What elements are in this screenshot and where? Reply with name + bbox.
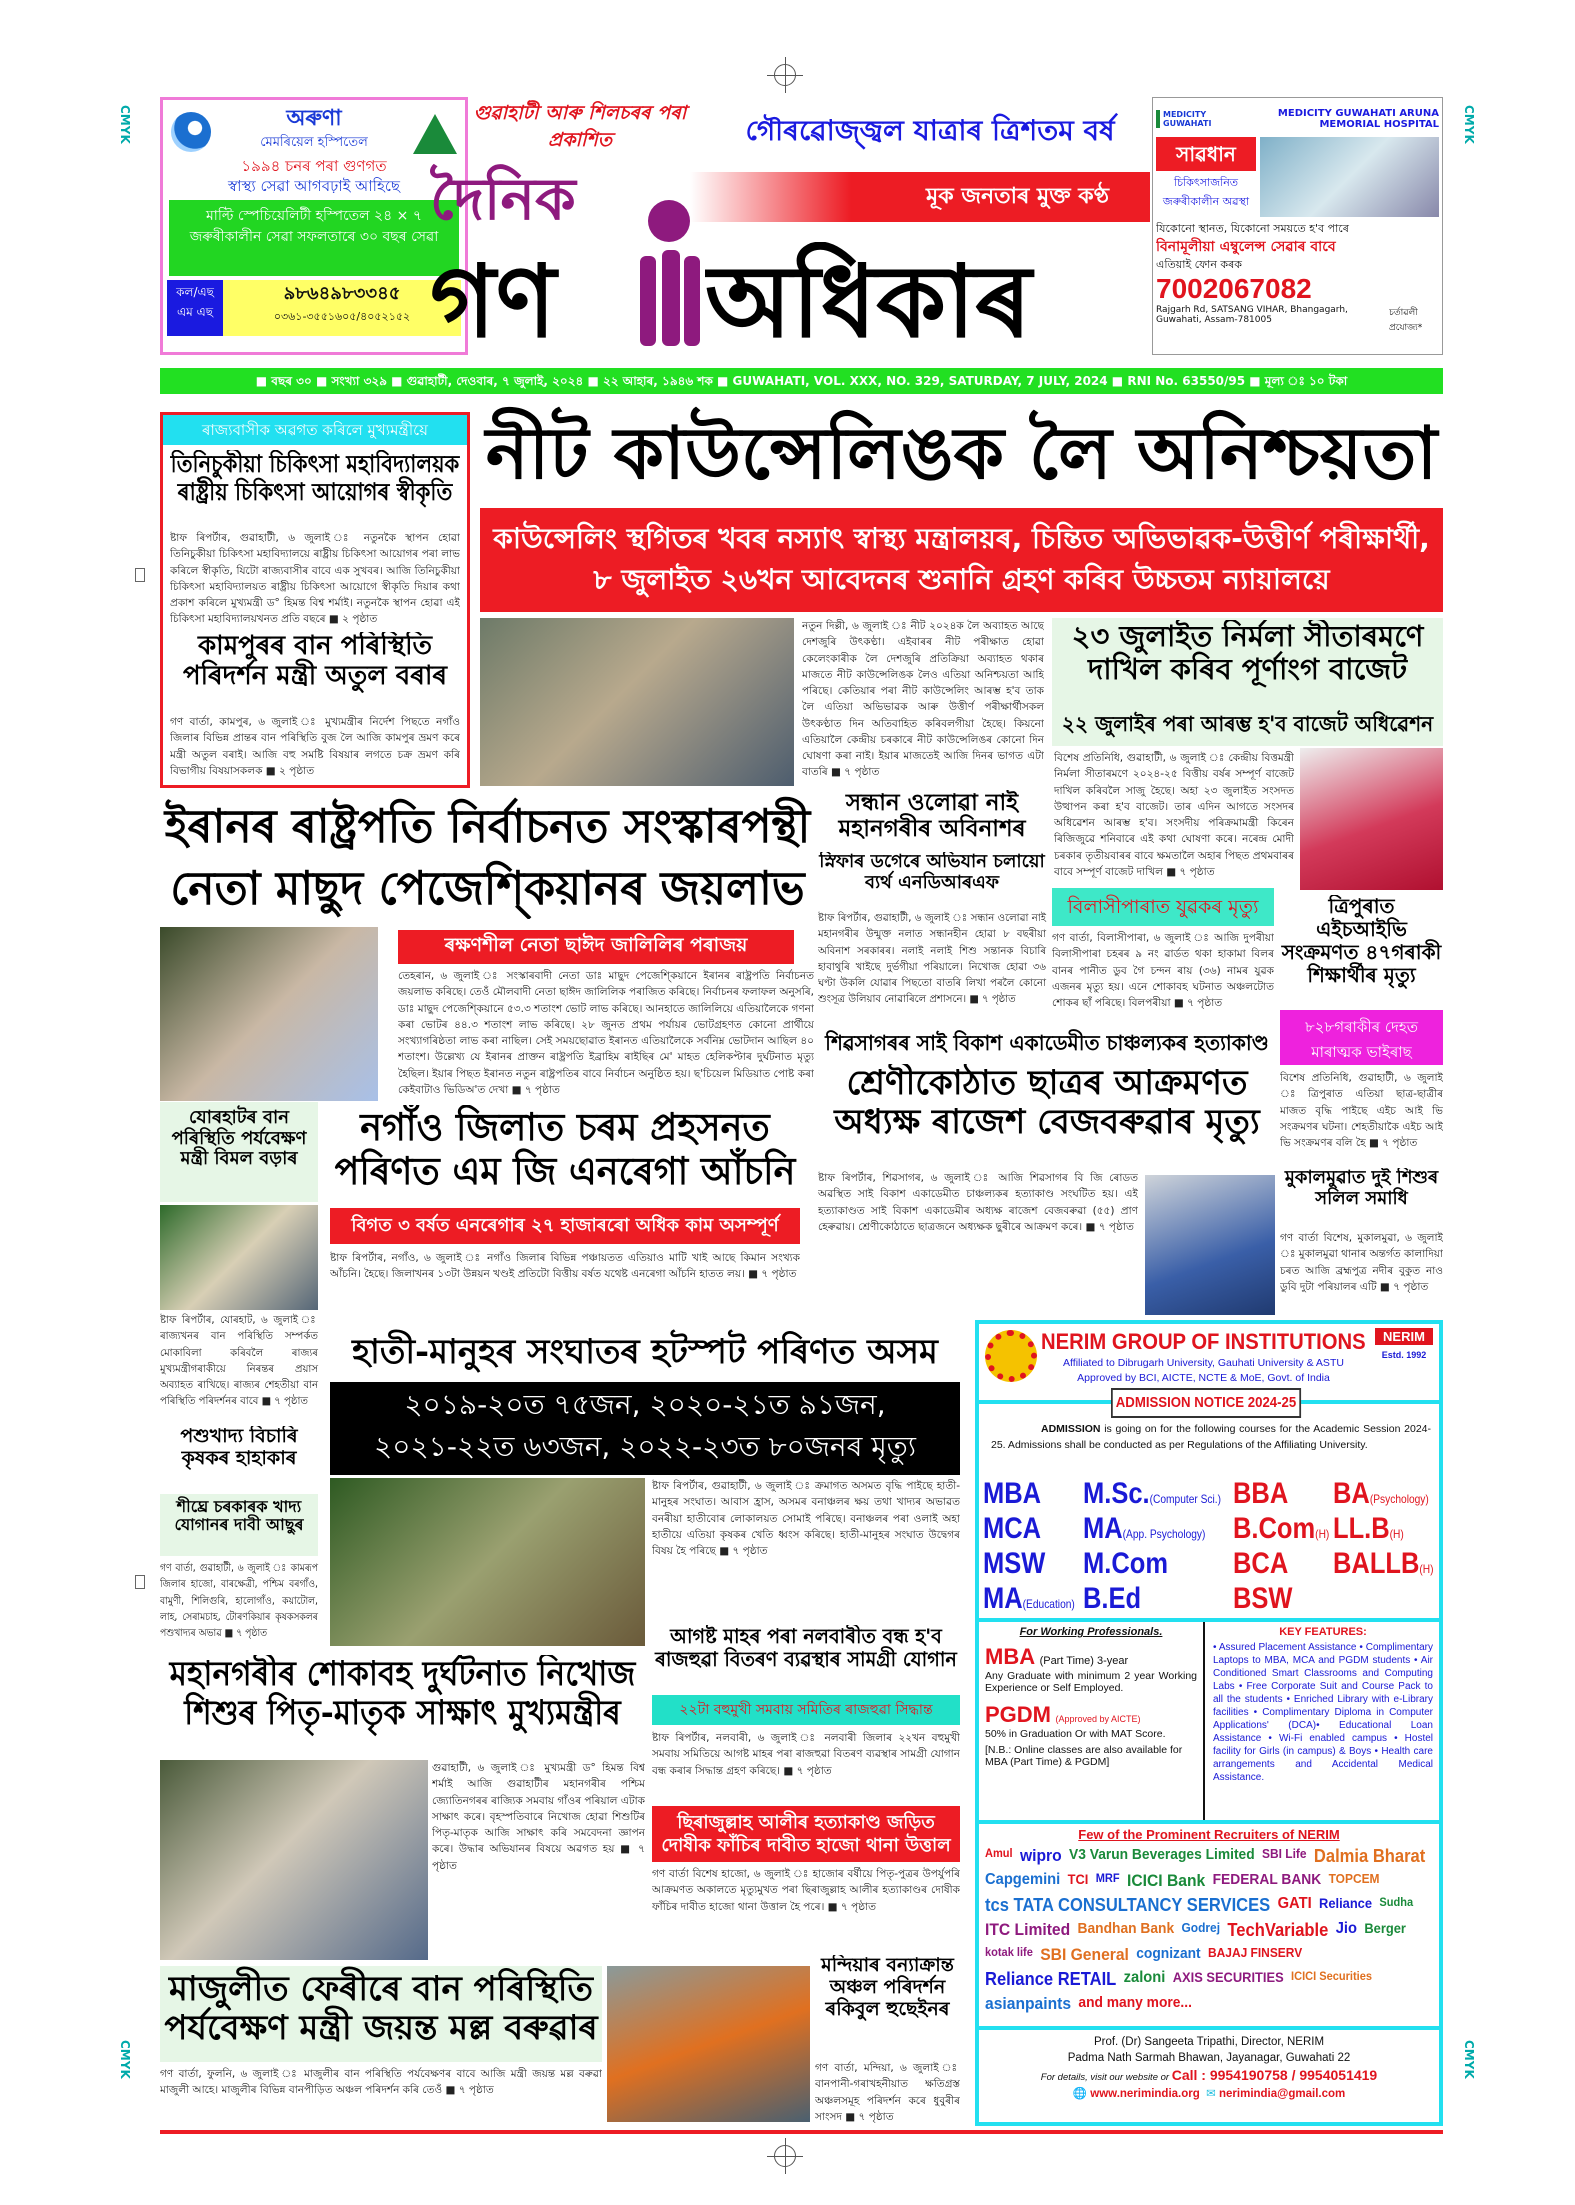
aruna-landline: ০৩৬১-৩৫৫১৬০৫/৪০৫২১৫২ <box>273 310 411 323</box>
recruiter-logo: SBI Life <box>1262 1846 1307 1861</box>
fodder-body: গণ বাৰ্তা, গুৱাহাটী, ৬ জুলাই ঃ কামৰূপ জিলাৰ হাজো, বাৰক্ষেত্ৰী, পশ্চিম বৰগাঁও, বামুণী, শিলিগুৰি, হালোগাঁও, কয়াটোল, লাহ, সেৰামচাহ, টোৰণকিয়াৰ কৃষকসকলৰ পশুখাদ্যৰ অভাৱ ■ ৭ পৃষ্ঠাত <box>160 1562 318 1640</box>
ad-line2: বিনামূলীয়া এম্বুলেন্স সেৱাৰ বাবে <box>1156 239 1336 255</box>
details-text: For details, visit our website or <box>1040 2072 1172 2084</box>
aruna-line2: স্বাস্থ্য সেৱা আগবঢ়াই আহিছে <box>228 177 400 195</box>
crop-mark <box>135 1575 145 1589</box>
tagline: মূক জনতাৰ মুক্ত কণ্ঠ <box>926 184 1109 209</box>
tinsukia-body: ষ্টাফ ৰিপৰ্টাৰ, গুৱাহাটী, ৬ জুলাই ঃ নতুনকৈ স্থাপন হোৱা তিনিচুকীয়া চিকিৎসা মহাবিদ্যালয়ে ৰাষ্ট্ৰীয় চিকিৎসা আয়োগৰ পৰা লাভ কৰিলে স্বীকৃতি, যিটো ৰাজ্যবাসীৰ বাবে এক সুখবৰ। আজি তিনিচুকীয়া চিকিৎসা মহাবিদ্যালয়ত ৰাষ্ট্ৰীয় চিকিৎসা আয়োগে স্বীকৃতি দিয়াৰ কথা প্ৰকাশ কৰিলে মুখ্যমন্ত্ৰী ড° হিমন্ত বিশ্ব শৰ্মাই। নতুনকৈ স্থাপন হোৱা এই চিকিৎসা মহাবিদ্যালয়খনত প্ৰতি বছৰে ■ ২ পৃষ্ঠাত <box>170 532 460 626</box>
course-note: (App. Psychology) <box>1122 1527 1206 1541</box>
recruiter-logos <box>985 1846 1433 2022</box>
ad-line3: এতিয়াই ফোন কৰক <box>1156 258 1242 271</box>
course-name: BCA <box>1233 1547 1289 1580</box>
course-item <box>1333 1546 1434 1581</box>
mail-icon: ✉ <box>1206 2087 1216 2100</box>
recruiter-logo: ICICI Bank <box>1127 1871 1206 1890</box>
course-item <box>1233 1546 1318 1581</box>
course-item <box>1233 1581 1318 1616</box>
nerim-ad <box>975 1320 1443 2126</box>
aruna-phone: ৯৮৬৪৯৮৩৩৪৫ <box>283 283 401 304</box>
course-note: (H) <box>1315 1527 1330 1541</box>
nerim-contact <box>979 2034 1439 2120</box>
cmyk-mark-right: CMYK <box>1462 105 1476 144</box>
sitharaman-photo <box>1300 748 1443 890</box>
nerim-emblem-icon <box>985 1330 1037 1382</box>
mba-part-time-note: (Part Time) 3-year <box>1039 1655 1129 1667</box>
course-item <box>983 1511 1068 1546</box>
aruna-contact <box>167 280 461 336</box>
terms-note: চৰ্তাৱলী প্ৰযোজ্য* <box>1389 308 1423 333</box>
mukalmua-headline: মুকালমুৱাত দুই শিশুৰ সলিল সমাধি <box>1284 1168 1439 1209</box>
iran-headline: ইৰানৰ ৰাষ্ট্ৰপতি নিৰ্বাচনত সংস্কাৰপন্থী নেতা মাছুদ পেজেশ্কিয়ানৰ জয়লাভ <box>164 799 811 915</box>
fodder-headline: পশুখাদ্য বিচাৰি কৃষকৰ হাহাকাৰ <box>180 1426 298 1469</box>
recruiter-logo: Reliance RETAIL <box>985 1969 1117 1989</box>
course-name: BSW <box>1233 1582 1293 1615</box>
bottom-rule <box>160 2130 1443 2134</box>
medicity-logo: MEDICITY GUWAHATI <box>1156 110 1226 128</box>
neet-headline: নীট কাউন্সেলিঙক লৈ অনিশ্চয়তা <box>485 410 1438 495</box>
published-from: গুৱাহাটী আৰু শিলচৰৰ পৰা প্ৰকাশিত <box>473 102 687 151</box>
recruiter-logo: Capgemini <box>985 1871 1061 1888</box>
recruiter-logo: and many more... <box>1078 1994 1192 2011</box>
recruiter-logo: ITC Limited <box>985 1920 1071 1939</box>
course-item <box>983 1546 1068 1581</box>
nerim-title: NERIM GROUP OF INSTITUTIONS <box>1041 1329 1366 1354</box>
medicity-hospital: MEDICITY GUWAHATI ARUNA MEMORIAL HOSPITAL <box>1277 108 1439 130</box>
elephant-headline: হাতী-মানুহৰ সংঘাতৰ হটস্পট পৰিণত অসম <box>352 1332 938 1372</box>
iran-body: তেহৰান, ৬ জুলাই ঃ সংস্কাৰবাদী নেতা ডাঃ মাছুদ পেজেশ্কিয়ানে ইৰানৰ ৰাষ্ট্ৰপতি নিৰ্বাচনত জয়লাভ কৰিছে। তেওঁ মৌলবাদী নেতা ছাঈদ জালিলিক পৰাজিত কৰিছে। নিৰ্বাচনৰ ফলাফল অনুসৰি, ডাঃ মাছুদ পেজেশ্কিয়ানে ৫৩.৩ শতাংশ ভোট লাভ কৰিছে। আনহাতে জালিলিয়ে এতিয়ালৈকে গণনা কৰা ভোটৰ ৪৪.৩ শতাংশ লাভ কৰিছে। ২৮ জুনত প্ৰথম পৰ্যায়ৰ ভোটগ্ৰহণত কোনো প্ৰাৰ্থীয়ে সংখ্যাগৰিষ্ঠতা লাভ কৰা নাছিল। সেই সময়ছোৱাত ইৰানত এতিয়ালৈকে সৰ্বনিম্ন ভোটদান আছিল ৪০ শতাংশ। উল্লেখ্য যে ইৰানৰ প্ৰাক্তন ৰাষ্ট্ৰপতি ইব্ৰাহিম ৰাইছিৰ মে' মাহত হেলিকপ্টাৰ দুৰ্ঘটনাত মৃত্যু হৈছিল। ইয়াৰ পিছত ইৰানত নতুন ৰাষ্ট্ৰপতিৰ বাবে নিৰ্বাচন অনুষ্ঠিত হয়। ছ'চিয়েল মিডিয়াত পোষ্ট কৰা কেইবাটাও ভিডিঅ'ত দেখা ■ ৭ পৃষ্ঠাত <box>398 970 814 1096</box>
tripura-subhead: ৮২৮গৰাকীৰ দেহত মাৰাত্মক ভাইৰাছ <box>1280 1010 1443 1065</box>
aruna-green-box: মাল্টি স্পেচিয়েলিটী হস্পিতেল ২৪ × ৭ জৰুৰীকালীন সেৱা সফলতাৰে ৩০ বছৰ সেৱা <box>169 200 459 276</box>
nerim-approval: Approved by BCI, AICTE, NCTE & MoE, Govt. of India <box>1077 1372 1330 1384</box>
recruiter-logo: Dalmia Bharat <box>1313 1846 1426 1866</box>
course-item <box>1083 1476 1222 1511</box>
recruiter-logo: Bandhan Bank <box>1077 1920 1175 1937</box>
recruiter-logo: MRF <box>1095 1871 1120 1885</box>
course-note: (H) <box>1419 1562 1434 1576</box>
registration-mark-top <box>774 64 796 86</box>
tripura-headline: ত্ৰিপুৰাত এইচআইভি সংক্ৰমণত ৪৭গৰাকী শিক্ষাৰ্থীৰ মৃত্যু <box>1281 895 1442 987</box>
course-name: BBA <box>1233 1477 1289 1510</box>
recruiter-logo: Reliance <box>1319 1895 1373 1911</box>
recruiter-logo: TOPCEM <box>1328 1871 1380 1886</box>
bilasipara-headline: বিলাসীপাৰাত যুৱকৰ মৃত্যু <box>1052 888 1274 926</box>
jorhat-headline: যোৰহাটৰ বান পৰিস্থিতি পৰ্যবেক্ষণ মন্ত্ৰী বিমল বড়াৰ <box>160 1102 318 1202</box>
course-item <box>983 1581 1075 1616</box>
majuli-ferry-photo <box>607 1966 810 2122</box>
medicity-address: Rajgarh Rd, SATSANG VIHAR, Bhangagarh, Guwahati, Assam-781005 <box>1156 305 1348 325</box>
course-note: (Psychology) <box>1369 1492 1429 1506</box>
people-logo-icon <box>640 200 700 350</box>
course-item <box>983 1476 1068 1511</box>
course-note: (H) <box>1389 1527 1404 1541</box>
nagaon-body: ষ্টাফ ৰিপৰ্টাৰ, নগাঁও, ৬ জুলাই ঃ নগাঁও জিলাৰ বিভিন্ন পঞ্চায়তত এতিয়াও মাটি খাই আছে কিমান সংখ্যক আঁচনি। হৈছে। জিলাখনৰ ১৩টা উন্নয়ন খণ্ডই প্ৰতিটো বিত্তীয় বৰ্ষত যথেষ্ট এনৰেগা আঁচনি হাতত লয়। ■ ৭ পৃষ্ঠাত <box>330 1252 800 1281</box>
condition-text: চিকিৎসাজনিত জৰুৰীকালীন অৱস্থা <box>1162 176 1250 208</box>
tinsukia-headline: তিনিচুকীয়া চিকিৎসা মহাবিদ্যালয়ক ৰাষ্ট্ৰীয় চিকিৎসা আয়োগৰ স্বীকৃতি <box>170 450 460 506</box>
mandia-body: গণ বাৰ্তা, মন্দিয়া, ৬ জুলাই ঃ বানপানী-গৰাখহনীয়াত ক্ষতিগ্ৰস্ত অঞ্চলসমূহ পৰিদৰ্শন কৰে ধুবুৰীৰ সাংসদ ■ ৭ পৃষ্ঠাত <box>815 2062 960 2123</box>
elephant-photo <box>330 1478 645 1646</box>
nalbari-subhead: ২২টা বহুমুখী সমবায় সমিতিৰ ৰাজহুৱা সিদ্ধান্ত <box>652 1695 960 1725</box>
recruiter-logo: Godrej <box>1181 1920 1221 1935</box>
nagaon-headline: নগাঁও জিলাত চৰম প্ৰহসনত পৰিণত এম জি এনৰেগা আঁচনি <box>334 1105 796 1193</box>
course-name: BA <box>1333 1477 1370 1510</box>
ambulance-phone: 7002067082 <box>1156 273 1312 304</box>
recruiter-logo: GATI <box>1277 1895 1312 1912</box>
principal-photo <box>1145 1175 1275 1315</box>
cmyk-mark-right-bottom: CMYK <box>1462 2040 1476 2079</box>
recruiter-logo: asianpaints <box>985 1994 1072 2013</box>
nerim-website[interactable]: www.nerimindia.org <box>1090 2087 1200 2100</box>
pgdm-desc: 50% in Graduation Or with MAT Score. <box>985 1728 1166 1740</box>
recruiter-logo: tcs TATA CONSULTANCY SERVICES <box>985 1895 1271 1915</box>
warning-label: সাৱধান <box>1156 137 1256 171</box>
hajo-body: গণ বাৰ্তা বিশেষ হাজো, ৬ জুলাই ঃ হাজোৰ বৰ্ষীয়ে পিতৃ-পুত্ৰৰ উপৰ্যুপৰি আক্ৰমণত অকালতে মৃত্যুমুখত পৰা ছিৰাজুল্লাহ আলীৰ হত্যাকাণ্ডৰ দোষীক ফাঁচিৰ দাবীত হাজো থানা উত্তাল হৈ পৰে। ■ ৭ পৃষ্ঠাত <box>652 1868 960 1913</box>
nerim-address: Padma Nath Sarmah Bhawan, Jayanagar, Guwahati 22 <box>1067 2052 1351 2065</box>
course-item <box>1233 1511 1330 1546</box>
cm-visit-body: গুৱাহাটী, ৬ জুলাই ঃ মুখ্যমন্ত্ৰী ড° হিমন্ত বিশ্ব শৰ্মাই আজি গুৱাহাটীৰ মহানগৰীৰ পশ্চিম জ্যোতিনগৰৰ ৰাজ্যিক সমবায় গাঁওৰ পৰিয়াল এটাক সাক্ষাৎ কৰে। বৃহস্পতিবাৰে নিখোজ হোৱা শিশুটিৰ পিতৃ-মাতৃক আজি সাক্ষাৎ কৰি সমবেদনা জ্ঞাপন কৰে। উদ্ধাৰ অভিযানৰ বিষয়ে অৱগত হয় ■ ৭ পৃষ্ঠাত <box>432 1762 645 1872</box>
recruiter-logo: zaloni <box>1123 1969 1166 1986</box>
aruna-logo-icon <box>171 112 211 152</box>
recruiter-logo: wipro <box>1019 1846 1062 1865</box>
aruna-line1: ১৯৯৪ চনৰ পৰা গুণগত <box>241 157 387 175</box>
globe-icon: 🌐 <box>1072 2087 1088 2100</box>
cm-visit-headline: মহানগৰীৰ শোকাবহ দুৰ্ঘটনাত নিখোজ শিশুৰ পিতৃ-মাতৃক সাক্ষাৎ মুখ্যমন্ত্ৰীৰ <box>169 1655 636 1734</box>
hospital-seal-icon <box>413 114 457 154</box>
course-name: M.Sc. <box>1083 1477 1150 1510</box>
budget-body: বিশেষ প্ৰতিনিধি, গুৱাহাটী, ৬ জুলাই ঃ কেন্দ্ৰীয় বিত্তমন্ত্ৰী নিৰ্মলা সীতাৰমণে ২০২৪-২৫ বিত্তীয় বৰ্ষৰ সম্পূৰ্ণ বাজেট দাখিল কৰিবলৈ সাজু হৈছে। অহা ২৩ জুলাইত সংসদত উত্থাপন কৰা হ'ব বাজেট। তাৰ এদিন আগতে সংসদৰ অধিৱেশন আৰম্ভ হ'ব। সংসদীয় পৰিক্ৰমামন্ত্ৰী কিৰেন ৰিজিজুৱে শনিবাৰে এই কথা ঘোষণা কৰে। নৰেন্দ্ৰ মোদী চৰকাৰ তৃতীয়বাৰৰ বাবে ক্ষমতালৈ অহাৰ পিছত প্ৰথমবাৰৰ বাবে সম্পূৰ্ণ বাজেট দাখিল ■ ৭ পৃষ্ঠাত <box>1054 752 1294 878</box>
recruiter-logo: FEDERAL BANK <box>1212 1871 1322 1888</box>
course-item <box>1083 1546 1211 1581</box>
recruiter-logo: AXIS SECURITIES <box>1172 1969 1284 1985</box>
recruiter-logo: Jio <box>1335 1920 1357 1937</box>
key-features-section <box>1213 1626 1433 1816</box>
hajo-headline: ছিৰাজুল্লাহ আলীৰ হত্যাকাণ্ড জড়িত দোষীক ফাঁচিৰ দাবীত হাজো থানা উত্তাল <box>652 1806 960 1862</box>
elephant-body: ষ্টাফ ৰিপৰ্টাৰ, গুৱাহাটী, ৬ জুলাই ঃ ক্ৰমাগত অসমত বৃদ্ধি পাইছে হাতী-মানুহৰ সংঘাত। আবাস হ্ৰাস, অসমৰ বনাঞ্চলৰ ক্ষয় তথা খাদ্যৰ অভাৱত বনৰীয়া হাতীবোৰ লোকালয়ত সোমাই পৰিছে। বনাঞ্চলৰ পৰা ওলাই অহা হাতীয়ে এতিয়া কৃষকৰ খেতি ধ্বংস কৰিছে। হাতী-মানুহৰ সংঘাত উদ্বেগৰ বিষয় হৈ পৰিছে ■ ৭ পৃষ্ঠাত <box>652 1480 960 1558</box>
registration-mark-bottom <box>774 2145 796 2167</box>
recruiter-logo: TCI <box>1067 1871 1089 1887</box>
course-item <box>1333 1511 1425 1546</box>
aruna-subtitle: মেমৰিয়েল হস্পিতেল <box>260 135 368 150</box>
course-name: LL.B <box>1333 1512 1390 1545</box>
recruiter-logo: cognizant <box>1136 1945 1201 1962</box>
pgdm: PGDM <box>985 1702 1051 1727</box>
admission-notice: ADMISSION NOTICE 2024-25 <box>1111 1388 1301 1418</box>
jorhat-flood-photo <box>160 1205 318 1310</box>
tripura-body: বিশেষ প্ৰতিনিধি, গুৱাহাটী, ৬ জুলাই ঃ ত্ৰিপুৰাত এতিয়া ছাত্ৰ-ছাত্ৰীৰ মাজত বৃদ্ধি পাইছে এইচ আই ভি সংক্ৰমণৰ ঘটনা। শেহতীয়াকৈ এইচ আই ভি সংক্ৰমণৰ বলি হৈ ■ ৭ পৃষ্ঠাত <box>1280 1072 1443 1150</box>
masthead-title-right: অধিকাৰ <box>705 242 1032 360</box>
masthead-prefix: দৈনিক <box>430 165 576 233</box>
nerim-estd: Estd. 1992 <box>1381 1350 1427 1360</box>
recruiter-logo: TechVariable <box>1227 1920 1329 1940</box>
online-note: [N.B.: Online classes are also available for MBA (Part Time) & PGDM] <box>985 1744 1183 1768</box>
course-name: M.Com <box>1083 1547 1168 1580</box>
elephant-subhead: ২০১৯-২০ত ৭৫জন, ২০২০-২১ত ৯১জন, ২০২১-২২ত ৬৩জন, ২০২২-২৩ত ৮০জনৰ মৃত্যু <box>330 1382 960 1475</box>
nagaon-subhead: বিগত ৩ বৰ্ষত এনৰেগাৰ ২৭ হাজাৰৰো অধিক কাম অসম্পূৰ্ণ <box>330 1208 800 1244</box>
cmyk-mark-left-bottom: CMYK <box>118 2040 132 2079</box>
nerim-badge: NERIM <box>1375 1328 1433 1345</box>
key-features-title: KEY FEATURES: <box>1279 1626 1367 1638</box>
course-name: MCA <box>983 1512 1042 1545</box>
sivasagar-headline: শ্ৰেণীকোঠাত ছাত্ৰৰ আক্ৰমণত অধ্যক্ষ ৰাজেশ বেজবৰুৱাৰ মৃত্যু <box>834 1064 1260 1143</box>
avinash-headline: সন্ধান ওলোৱা নাই মহানগৰীৰ অবিনাশৰ <box>838 790 1026 843</box>
pgdm-note: (Approved by AICTE) <box>1055 1714 1141 1724</box>
fodder-subhead: শীঘ্ৰে চৰকাৰক খাদ্য যোগানৰ দাবী আছুৰ <box>160 1494 318 1556</box>
call-label: কল/এছ এম এছ <box>167 280 223 336</box>
nerim-email[interactable]: nerimindia@gmail.com <box>1219 2087 1346 2100</box>
recruiter-logo: V3 Varun Beverages Limited <box>1069 1846 1255 1863</box>
iran-subhead: ৰক্ষণশীল নেতা ছাঈদ জালিলিৰ পৰাজয় <box>398 930 794 964</box>
course-name: BALLB <box>1333 1547 1420 1580</box>
cm-visit-photo <box>160 1760 428 1960</box>
course-name: B.Com <box>1233 1512 1316 1545</box>
course-item <box>1333 1581 1425 1616</box>
course-item <box>1233 1476 1318 1511</box>
jorhat-body: ষ্টাফ ৰিপৰ্টাৰ, যোৰহাট, ৬ জুলাই ঃ ৰাজ্যখনৰ বান পৰিস্থিতি সম্পৰ্কত মোকাবিলা কৰিবলৈ ৰাজ্যৰ মুখ্যমন্ত্ৰীগৰাকীয়ে নিৰন্তৰ প্ৰয়াস অব্যাহত ৰাখিছে। ৰাজ্যৰ শেহতীয়া বান পৰিস্থিতি পৰিদৰ্শনৰ বাবে ■ ৭ পৃষ্ঠাত <box>160 1314 318 1408</box>
mukalmua-body: গণ বাৰ্তা বিশেষ, মুকালমুৱা, ৬ জুলাই ঃ মুকালমুৱা থানাৰ অন্তৰ্গত কালাদিয়া চৰত আজি ব্ৰহ্মপুত্ৰ নদীৰ বুকুত নাও ডুবি দুটা পৰিয়ালৰ এটি ■ ৭ পৃষ্ঠাত <box>1280 1232 1443 1293</box>
mandia-headline: মন্দিয়াৰ বন্যাক্ৰান্ত অঞ্চল পৰিদৰ্শন ৰকিবুল হুছেইনৰ <box>821 1955 954 2020</box>
majuli-headline: মাজুলীত ফেৰীৰে বান পৰিস্থিতি পৰ্যবেক্ষণ মন্ত্ৰী জয়ন্ত মল্ল বৰুৱাৰ <box>160 1966 602 2062</box>
avinash-body: ষ্টাফ ৰিপৰ্টাৰ, গুৱাহাটী, ৬ জুলাই ঃ সন্ধান ওলোৱা নাই মহানগৰীৰ উন্মুক্ত নলাত সন্ধানহীন হোৱা ৮ বছৰীয়া অবিনাশ সৰকাৰৰ। নলাই নলাই শিশু সন্তানক বিচাৰি হাবাথুৰি খাইছে দুৰ্ভগীয়া পৰিয়ালে। নিখোজ হোৱা ৩৬ ঘণ্টা উকলি যোৱাৰ পিছতো বাতৰি লিখা পৰলৈ কোনো শুংসূত্ৰ উলিয়াব নোৱাৰিলে প্ৰশাসনে। ■ ৭ পৃষ্ঠাত <box>818 912 1046 1006</box>
course-name: B.Ed <box>1083 1582 1142 1615</box>
aruna-hospital-ad <box>160 97 468 355</box>
neet-subhead: কাউন্সেলিং স্থগিতৰ খবৰ নস্যাৎ স্বাস্থ্য মন্ত্ৰালয়ৰ, চিন্তিত অভিভাৱক-উত্তীৰ্ণ পৰীক্ষাৰ্থী, ৮ জুলাইত ২৬খন আবেদনৰ শুনানি গ্ৰহণ কৰিব উচ্চতম ন্যায়ালয়ে <box>480 508 1443 612</box>
tinsukia-kicker: ৰাজ্যবাসীক অৱগত কৰিলে মুখ্যমন্ত্ৰীয়ে <box>163 415 467 445</box>
admission-intro <box>991 1422 1431 1472</box>
bilasipara-body: গণ বাৰ্তা, বিলাসীপাৰা, ৬ জুলাই ঃ আজি দুপৰীয়া বিলাসীপাৰা চহৰৰ ৯ নং ৱাৰ্ডত থকা হাকামা বিলৰ বানৰ পানীত ডুব গৈ চন্দন ৰায় (৩৬) নামৰ যুৱক এজনৰ মৃত্যু হয়। এনে শোকাবহ ঘটনাত অঞ্চলটোত শোকৰ ছাঁ পৰিছে। বিলপৰীয়া ■ ৭ পৃষ্ঠাত <box>1052 932 1274 1010</box>
mba-part-time-desc: Any Graduate with minimum 2 year Working Experience or Self Employed. <box>985 1670 1197 1694</box>
key-features-list: • Assured Placement Assistance • Complimentary Laptops to MBA, MCA and PGDM students • Air Conditioned Smart Classrooms and Computing Labs • Free Corporate Suit and Course Pack to all the students • Enriched Library with e-Library facilities • Complimentary Diploma in Computer Applications' (DCA)• Educational Loan Assistance • Wi-Fi enabled campus • Hostel facility for Girls (in campus) & Boys • Health care arrangements and Accidental Medical Assistance. <box>1213 1642 1433 1783</box>
masthead-title-left: গণ <box>430 242 557 360</box>
recruiter-logo: kotak life <box>985 1945 1033 1959</box>
admission-intro-text: is going on for the following courses for the Academic Session 2024-25. Admissions shall be conducted as per Regulations of the Affiliating University. <box>991 1423 1431 1451</box>
course-item <box>1083 1581 1211 1616</box>
sivasagar-body: ষ্টাফ ৰিপৰ্টাৰ, শিৱসাগৰ, ৬ জুলাই ঃ আজি শিৱসাগৰ বি জি ৰোডত অৱস্থিত সাই বিকাশ একাডেমীত চাঞ্চল্যকৰ হত্যাকাণ্ড সংঘটিত হয়। এই হত্যাকাণ্ডত সাই বিকাশ একাডেমীৰ অধ্যক্ষ ৰাজেশ বেজবৰুৱা (৫৫) প্ৰাণ হেৰুৱায়। শ্ৰেণীকোঠাতে ছাত্ৰজনে অধ্যক্ষক ছুৰীৰে আক্ৰমণ কৰে। ■ ৭ পৃষ্ঠাত <box>818 1172 1138 1233</box>
nerim-director: Prof. (Dr) Sangeeta Tripathi, Director, NERIM <box>1093 2036 1325 2048</box>
kampur-body: গণ বাৰ্তা, কামপুৰ, ৬ জুলাই ঃ মুখ্যমন্ত্ৰীৰ নিৰ্দেশ পিছতে নগাঁও জিলাৰ বিভিন্ন প্ৰান্তৰ বান পৰিস্থিতি বুজ লৈ আজি কামপুৰ ভ্ৰমণ কৰে মন্ত্ৰী অতুল বৰাই। আজি বহু সমষ্টি বিষয়াৰ লগতে চক্ৰ ভ্ৰমণ কৰি বিভাগীয় বিষয়াসকলক ■ ২ পৃষ্ঠাত <box>170 716 460 777</box>
working-professionals-title: For Working Professionals. <box>1019 1626 1163 1638</box>
ad-line1: যিকোনো স্থানত, যিকোনো সময়তে হ'ব পাৰে <box>1156 222 1349 235</box>
course-name: MA <box>983 1582 1023 1615</box>
course-note: (Computer Sci.) <box>1149 1492 1222 1506</box>
admission-intro-bold: ADMISSION <box>1041 1423 1101 1435</box>
recruiter-logo: BAJAJ FINSERV <box>1208 1945 1303 1960</box>
nerim-affiliation: Affiliated to Dibrugarh University, Gauhati University & ASTU <box>1063 1357 1344 1369</box>
nalbari-body: ষ্টাফ ৰিপৰ্টাৰ, নলবাৰী, ৬ জুলাই ঃ নলবাৰী জিলাৰ ২২খন বহুমুখী সমবায় সমিতিয়ে আগষ্ট মাহৰ পৰা ৰাজহুৱা বিতৰণ ব্যৱস্থাৰ সামগ্ৰী যোগান বন্ধ কৰাৰ সিদ্ধান্ত গ্ৰহণ কৰিছে। ■ ৭ পৃষ্ঠাত <box>652 1732 960 1777</box>
neet-protest-photo <box>480 618 794 786</box>
recruiter-logo: Sudha <box>1379 1895 1414 1909</box>
dateline-bar: ■ বছৰ ৩০ ■ সংখ্যা ৩২৯ ■ গুৱাহাটী, দেওবাৰ, ৭ জুলাই, ২০২৪ ■ ২২ আহাৰ, ১৯৪৬ শক ■ GUWAHATI, VOL. XXX, NO. 329, SATURDAY, 7 JULY, 2024 ■ RNI No. 63550/95 ■ মূল্য ঃ ১০ টকা <box>160 368 1443 394</box>
working-professionals-section <box>985 1626 1197 1816</box>
recruiter-logo: Berger <box>1364 1920 1406 1936</box>
course-name: MBA <box>983 1477 1042 1510</box>
recruiter-logo: ICICI Securities <box>1291 1969 1373 1983</box>
budget-subhead: ২২ জুলাইৰ পৰা আৰম্ভ হ'ব বাজেট অধিৱেশন <box>1061 711 1434 736</box>
recruiters-title: Few of the Prominent Recruiters of NERIM <box>1078 1827 1340 1842</box>
recruiter-logo: SBI General <box>1040 1945 1129 1964</box>
cmyk-mark-left: CMYK <box>118 105 132 144</box>
course-name: MSW <box>983 1547 1046 1580</box>
nerim-phone: Call : 9954190758 / 9954051419 <box>1171 2067 1378 2084</box>
nalbari-headline: আগষ্ট মাহৰ পৰা নলবাৰীত বন্ধ হ'ব ৰাজহুৱা বিতৰণ ব্যৱস্থাৰ সামগ্ৰী যোগান <box>655 1625 957 1671</box>
course-name: MA <box>1083 1512 1123 1545</box>
aruna-name: অৰুণা <box>286 106 342 131</box>
recruiter-logo: Amul <box>985 1846 1013 1860</box>
budget-headline: ২৩ জুলাইত নিৰ্মলা সীতাৰমণে দাখিল কৰিব পূৰ্ণাংগ বাজেট <box>1071 620 1424 687</box>
crop-mark <box>135 568 145 582</box>
course-grid <box>983 1476 1441 1616</box>
hospital-ward-photo <box>1260 137 1439 217</box>
course-item <box>1333 1476 1429 1511</box>
avinash-subhead: স্নিফাৰ ডগেৰে অভিযান চলায়ো ব্যৰ্থ এনডিআৰএফ <box>819 852 1045 893</box>
pezeshkian-photo <box>160 927 378 1101</box>
majuli-body: গণ বাৰ্তা, ফুলনি, ৬ জুলাই ঃ মাজুলীৰ বান পৰিস্থিতি পৰ্যবেক্ষণৰ বাবে আজি মন্ত্ৰী জয়ন্ত মল্ল বৰুৱা মাজুলী আহে। মাজুলীৰ বিভিন্ন বানপীড়িত অঞ্চল পৰিদৰ্শন কৰি তেওঁ ■ ৭ পৃষ্ঠাত <box>160 2068 602 2097</box>
medicity-ad <box>1152 97 1443 355</box>
anniversary-line: গৌৰৱোজ্জ্বল যাত্ৰাৰ ত্ৰিশতম বৰ্ষ <box>745 114 1115 147</box>
mba-part-time: MBA <box>985 1644 1036 1669</box>
course-item <box>1083 1511 1211 1546</box>
neet-body: নতুন দিল্লী, ৬ জুলাই ঃ নীট ২০২৪ক লৈ অব্যাহত আছে দেশজুৰি উৎকণ্ঠা। এইবাৰৰ নীট পৰীক্ষাত হোৱা কেলেংকাৰীক লৈ দেশজুৰি প্ৰতিক্ৰিয়া অব্যাহত থকাৰ মাজতে নীট কাউন্সেলিঙক লৈও এতিয়া অনিশ্চয়তা আহি পৰিছে। কেতিয়াৰ পৰা নীট কাউন্সেলিং আৰম্ভ হ'ব তাক লৈ এতিয়া অভিভাৱক আৰু উত্তীৰ্ণ পৰীক্ষাৰ্থীসকল উৎকণ্ঠাত দিন অতিবাহিত কৰিবলগীয়া হৈছে। কিয়নো এতিয়ালৈ কেন্দ্ৰীয় চৰকাৰে নীট কাউন্সেলিঙৰ কোনো দিন ঘোষণা কৰা নাই। ইয়াৰ মাজতেই আজি দিনৰ ভাগত এটা বাতৰি ■ ৭ পৃষ্ঠাত <box>802 620 1044 779</box>
sivasagar-kicker: শিৱসাগৰৰ সাই বিকাশ একাডেমীত চাঞ্চল্যকৰ হত্যাকাণ্ড <box>825 1030 1269 1055</box>
kampur-headline: কামপুৰৰ বান পৰিস্থিতি পৰিদৰ্শন মন্ত্ৰী অতুল বৰাৰ <box>182 632 448 691</box>
course-note: (Education) <box>1022 1597 1075 1611</box>
